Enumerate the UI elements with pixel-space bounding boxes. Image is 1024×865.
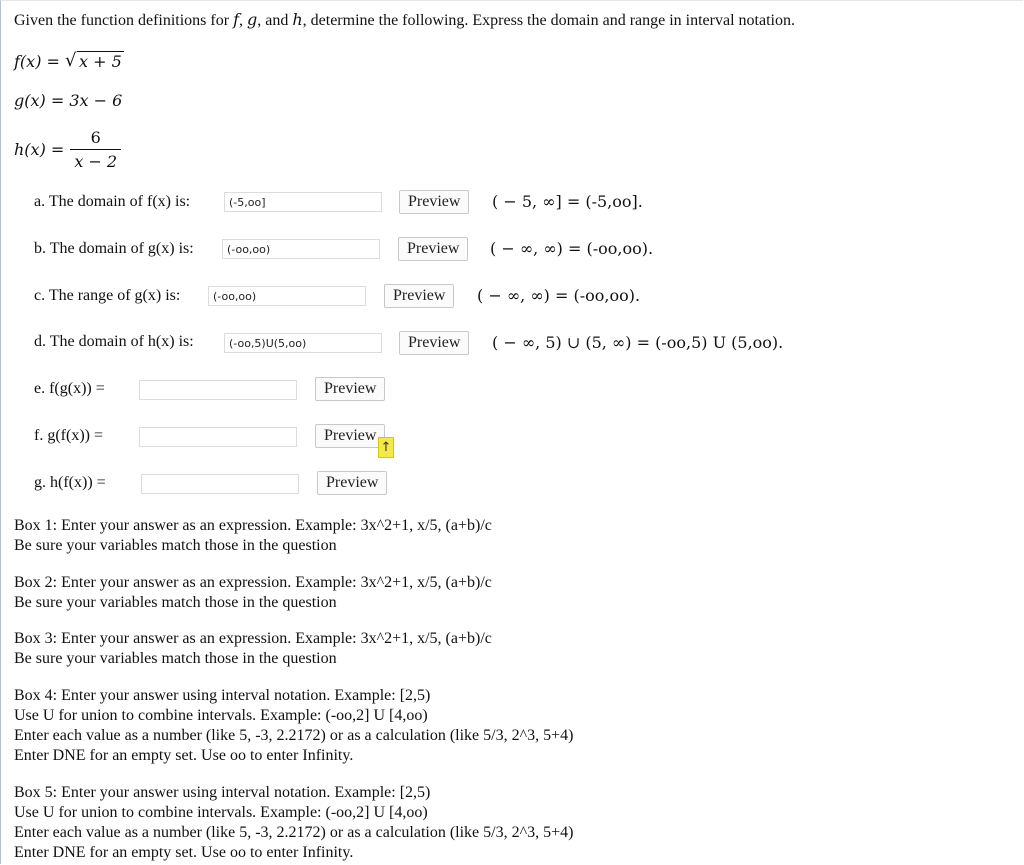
intro-g: g bbox=[246, 10, 258, 29]
box-4-instructions bbox=[14, 686, 573, 766]
preview-result-b: ( − ∞, ∞) = (-oo,oo). bbox=[490, 239, 654, 258]
answer-input-a[interactable] bbox=[224, 192, 382, 212]
answer-input-e[interactable] bbox=[139, 380, 297, 400]
f-definition bbox=[14, 52, 124, 71]
answer-input-f[interactable] bbox=[139, 427, 297, 447]
note-line: Box 3: Enter your answer as an expression. Example: 3x^2+1, x/5, (a+b)/c bbox=[14, 630, 492, 647]
intro-f: f bbox=[233, 10, 239, 29]
f-radicand: x + 5 bbox=[79, 52, 122, 71]
preview-button-f[interactable]: Preview bbox=[315, 424, 385, 448]
note-line: Box 4: Enter your answer using interval notation. Example: [2,5) bbox=[14, 687, 431, 704]
preview-button-b[interactable]: Preview bbox=[398, 237, 468, 261]
question-g-label: g. h(f(x)) = bbox=[34, 474, 106, 491]
box-2-instructions bbox=[14, 573, 492, 613]
box-5-instructions bbox=[14, 783, 573, 863]
question-b bbox=[34, 235, 194, 263]
question-d-label: d. The domain of h(x) is: bbox=[34, 333, 194, 350]
note-line: Be sure your variables match those in the question bbox=[14, 650, 337, 667]
question-a bbox=[34, 188, 190, 216]
question-d bbox=[34, 328, 194, 356]
question-e bbox=[34, 375, 105, 403]
intro-text: Given the function definitions for bbox=[14, 12, 230, 29]
g-definition: g(x) = 3x − 6 bbox=[14, 91, 123, 110]
preview-button-d[interactable]: Preview bbox=[399, 331, 469, 355]
h-fraction bbox=[70, 128, 121, 171]
note-line: Box 2: Enter your answer as an expression. Example: 3x^2+1, x/5, (a+b)/c bbox=[14, 574, 492, 591]
question-a-label: a. The domain of f(x) is: bbox=[34, 193, 191, 210]
h-lhs: h(x) = bbox=[14, 140, 65, 159]
question-g bbox=[34, 469, 106, 497]
preview-button-c[interactable]: Preview bbox=[384, 284, 454, 308]
note-line: Box 5: Enter your answer using interval notation. Example: [2,5) bbox=[14, 784, 431, 801]
box-1-instructions bbox=[14, 516, 492, 556]
question-e-label: e. f(g(x)) = bbox=[34, 380, 105, 397]
cursor-arrow-icon: ↑ bbox=[378, 437, 394, 458]
intro-comma: , bbox=[238, 12, 243, 29]
note-line: Enter each value as a number (like 5, -3, 2.2172) or as a calculation (like 5/3, 2^3, 5+4) bbox=[14, 727, 574, 744]
h-numerator: 6 bbox=[90, 128, 101, 147]
sqrt-symbol bbox=[65, 52, 124, 71]
intro-rest: , determine the following. Express the domain and range in interval notation. bbox=[302, 12, 795, 29]
note-line: Use U for union to combine intervals. Example: (-oo,2] U [4,oo) bbox=[14, 804, 428, 821]
note-line: Use U for union to combine intervals. Example: (-oo,2] U [4,oo) bbox=[14, 707, 428, 724]
preview-button-g[interactable]: Preview bbox=[317, 471, 387, 495]
question-f-label: f. g(f(x)) = bbox=[34, 427, 103, 444]
preview-result-d: ( − ∞, 5) ∪ (5, ∞) = (-oo,5) U (5,oo). bbox=[492, 333, 784, 352]
problem-statement bbox=[14, 10, 795, 30]
box-3-instructions bbox=[14, 629, 492, 669]
question-b-label: b. The domain of g(x) is: bbox=[34, 240, 194, 257]
preview-button-e[interactable]: Preview bbox=[315, 377, 385, 401]
preview-result-a: ( − 5, ∞] = (-5,oo]. bbox=[492, 192, 643, 211]
note-line: Enter DNE for an empty set. Use oo to enter Infinity. bbox=[14, 747, 354, 764]
note-line: Be sure your variables match those in the question bbox=[14, 594, 337, 611]
h-denominator: x − 2 bbox=[70, 149, 121, 171]
note-line: Box 1: Enter your answer as an expression. Example: 3x^2+1, x/5, (a+b)/c bbox=[14, 517, 492, 534]
question-c bbox=[34, 282, 180, 310]
intro-and: , and bbox=[257, 12, 289, 29]
preview-result-c: ( − ∞, ∞) = (-oo,oo). bbox=[477, 286, 641, 305]
preview-button-a[interactable]: Preview bbox=[399, 190, 469, 214]
answer-input-g[interactable] bbox=[141, 474, 299, 494]
question-f bbox=[34, 422, 103, 450]
question-c-label: c. The range of g(x) is: bbox=[34, 287, 181, 304]
f-lhs: f(x) = bbox=[14, 52, 60, 71]
answer-input-d[interactable] bbox=[224, 333, 382, 353]
note-line: Enter DNE for an empty set. Use oo to enter Infinity. bbox=[14, 844, 354, 861]
h-definition bbox=[14, 128, 121, 171]
note-line: Be sure your variables match those in the question bbox=[14, 537, 337, 554]
note-line: Enter each value as a number (like 5, -3, 2.2172) or as a calculation (like 5/3, 2^3, 5+4) bbox=[14, 824, 574, 841]
intro-h: h bbox=[292, 10, 303, 29]
answer-input-c[interactable] bbox=[208, 286, 366, 306]
answer-input-b[interactable] bbox=[222, 239, 380, 259]
